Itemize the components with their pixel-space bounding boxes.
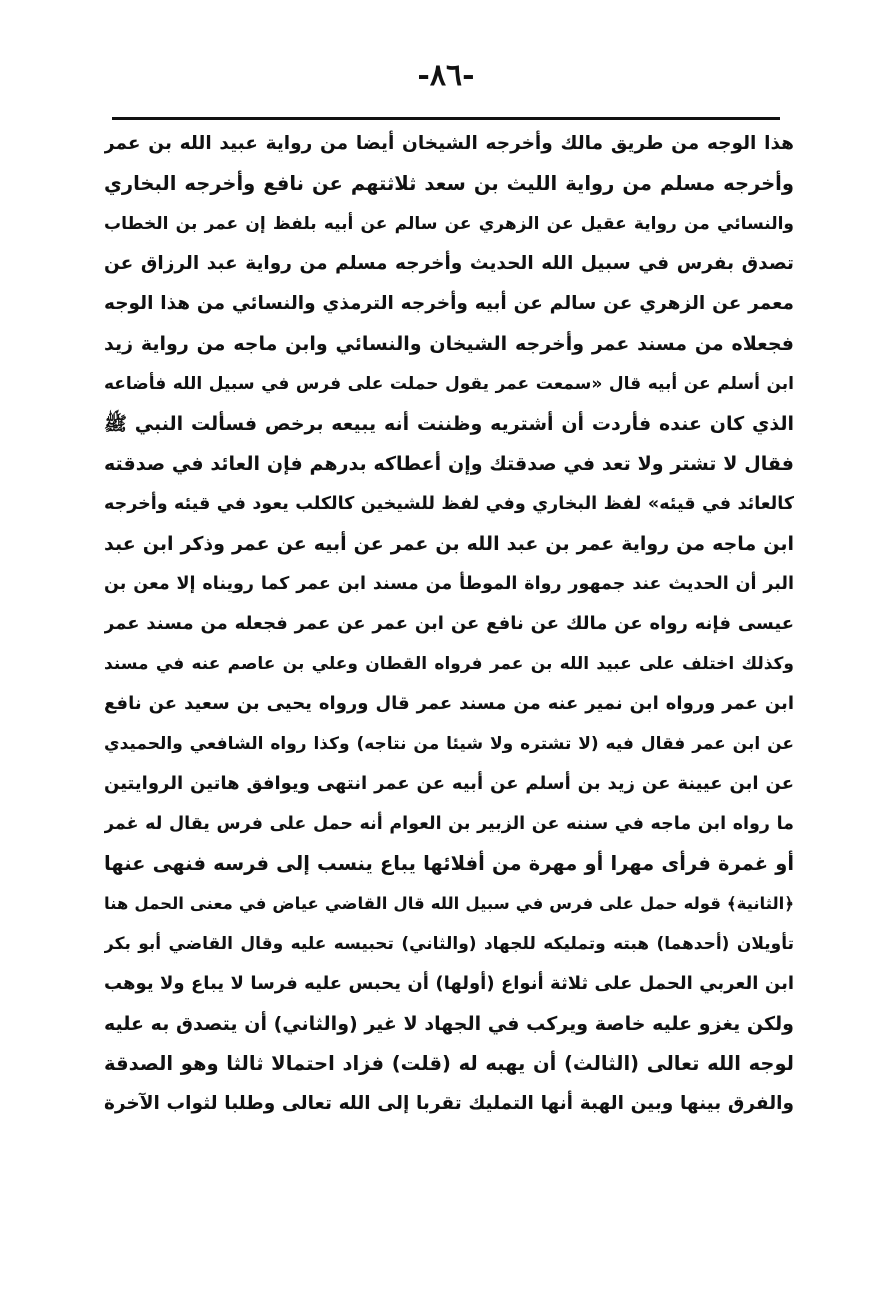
text-line: كالعائد في قيئه» لفظ البخاري وفي لفظ للشيخين كالكلب يعود في قيئه وأخرجه — [104, 494, 794, 514]
text-line: أو غمرة فرأى مهرا أو مهرة من أفلائها يباع ينسب إلى فرسه فنهى عنها — [104, 852, 794, 875]
text-line: لوجه الله تعالى (الثالث) أن يهبه له (قلت) فزاد احتمالا ثالثا وهو الصدقة — [104, 1052, 794, 1075]
text-line: عن ابن عيينة عن زيد بن أسلم عن أبيه عن عمر انتهى ويوافق هاتين الروايتين — [104, 773, 794, 794]
section-heading-line: ﴿الثانية﴾ قوله حمل على فرس في سبيل الله قال القاضي عياض في معنى الحمل هنا — [104, 894, 794, 913]
text-line: وكذلك اختلف على عبيد الله بن عمر فرواه القطان وعلي بن عاصم عنه في مسند — [104, 654, 794, 674]
text-line: ولكن يغزو عليه خاصة ويركب في الجهاد لا غير (والثاني) أن يتصدق به عليه — [104, 1013, 794, 1035]
text-line: الذي كان عنده فأردت أن أشتريه وظننت أنه يبيعه برخص فسألت النبي ﷺ — [104, 413, 794, 435]
text-line: ابن أسلم عن أبيه قال «سمعت عمر يقول حملت على فرس في سبيل الله فأضاعه — [104, 374, 794, 394]
text-line: عيسى فإنه رواه عن مالك عن نافع عن ابن عمر عن عمر فجعله من مسند عمر — [104, 613, 794, 634]
text-line: فقال لا تشتر ولا تعد في صدقتك وإن أعطاكه بدرهم فإن العائد في صدقته — [104, 453, 794, 475]
text-line: ابن عمر ورواه ابن نمير عنه من مسند عمر قال ورواه يحيى بن سعيد عن نافع — [104, 693, 794, 714]
page-number: -٨٦- — [417, 58, 475, 93]
text-line: معمر عن الزهري عن سالم عن أبيه وأخرجه الترمذي والنسائي من هذا الوجه — [104, 293, 794, 314]
text-line: فجعلاه من مسند عمر وأخرجه الشيخان والنسائي وابن ماجه من رواية زيد — [104, 333, 794, 355]
text-line: هذا الوجه من طريق مالك وأخرجه الشيخان أيضا من رواية عبيد الله بن عمر — [104, 133, 794, 154]
text-line: ابن العربي الحمل على ثلاثة أنواع (أولها) أن يحبس عليه فرسا لا يباع ولا يوهب — [104, 973, 794, 994]
text-line: والفرق بينها وبين الهبة أنها التمليك تقربا إلى الله تعالى وطلبا لثواب الآخرة — [104, 1093, 794, 1114]
text-line: ما رواه ابن ماجه في سننه عن الزبير بن العوام أنه حمل على فرس يقال له غمر — [104, 814, 794, 834]
text-line: البر أن الحديث عند جمهور رواة الموطأ من مسند ابن عمر كما رويناه إلا معن بن — [104, 574, 794, 594]
text-line: ابن ماجه من رواية عمر بن عبد الله بن عمر عن أبيه عن عمر وذكر ابن عبد — [104, 533, 794, 555]
header-rule — [112, 117, 780, 120]
text-line: تأويلان (أحدهما) هبته وتمليكه للجهاد (والثاني) تحبيسه عليه وقال القاضي أبو بكر — [104, 934, 794, 954]
text-line: والنسائي من رواية عقيل عن الزهري عن سالم عن أبيه بلفظ إن عمر بن الخطاب — [104, 214, 794, 234]
text-line: عن ابن عمر فقال فيه (لا تشتره ولا شيئا من نتاجه) وكذا رواه الشافعي والحميدي — [104, 734, 794, 754]
body-text — [104, 124, 794, 1124]
text-line: وأخرجه مسلم من رواية الليث بن سعد ثلاثتهم عن نافع وأخرجه البخاري — [104, 172, 794, 195]
text-line: تصدق بفرس في سبيل الله الحديث وأخرجه مسلم من رواية عبد الرزاق عن — [104, 253, 794, 274]
